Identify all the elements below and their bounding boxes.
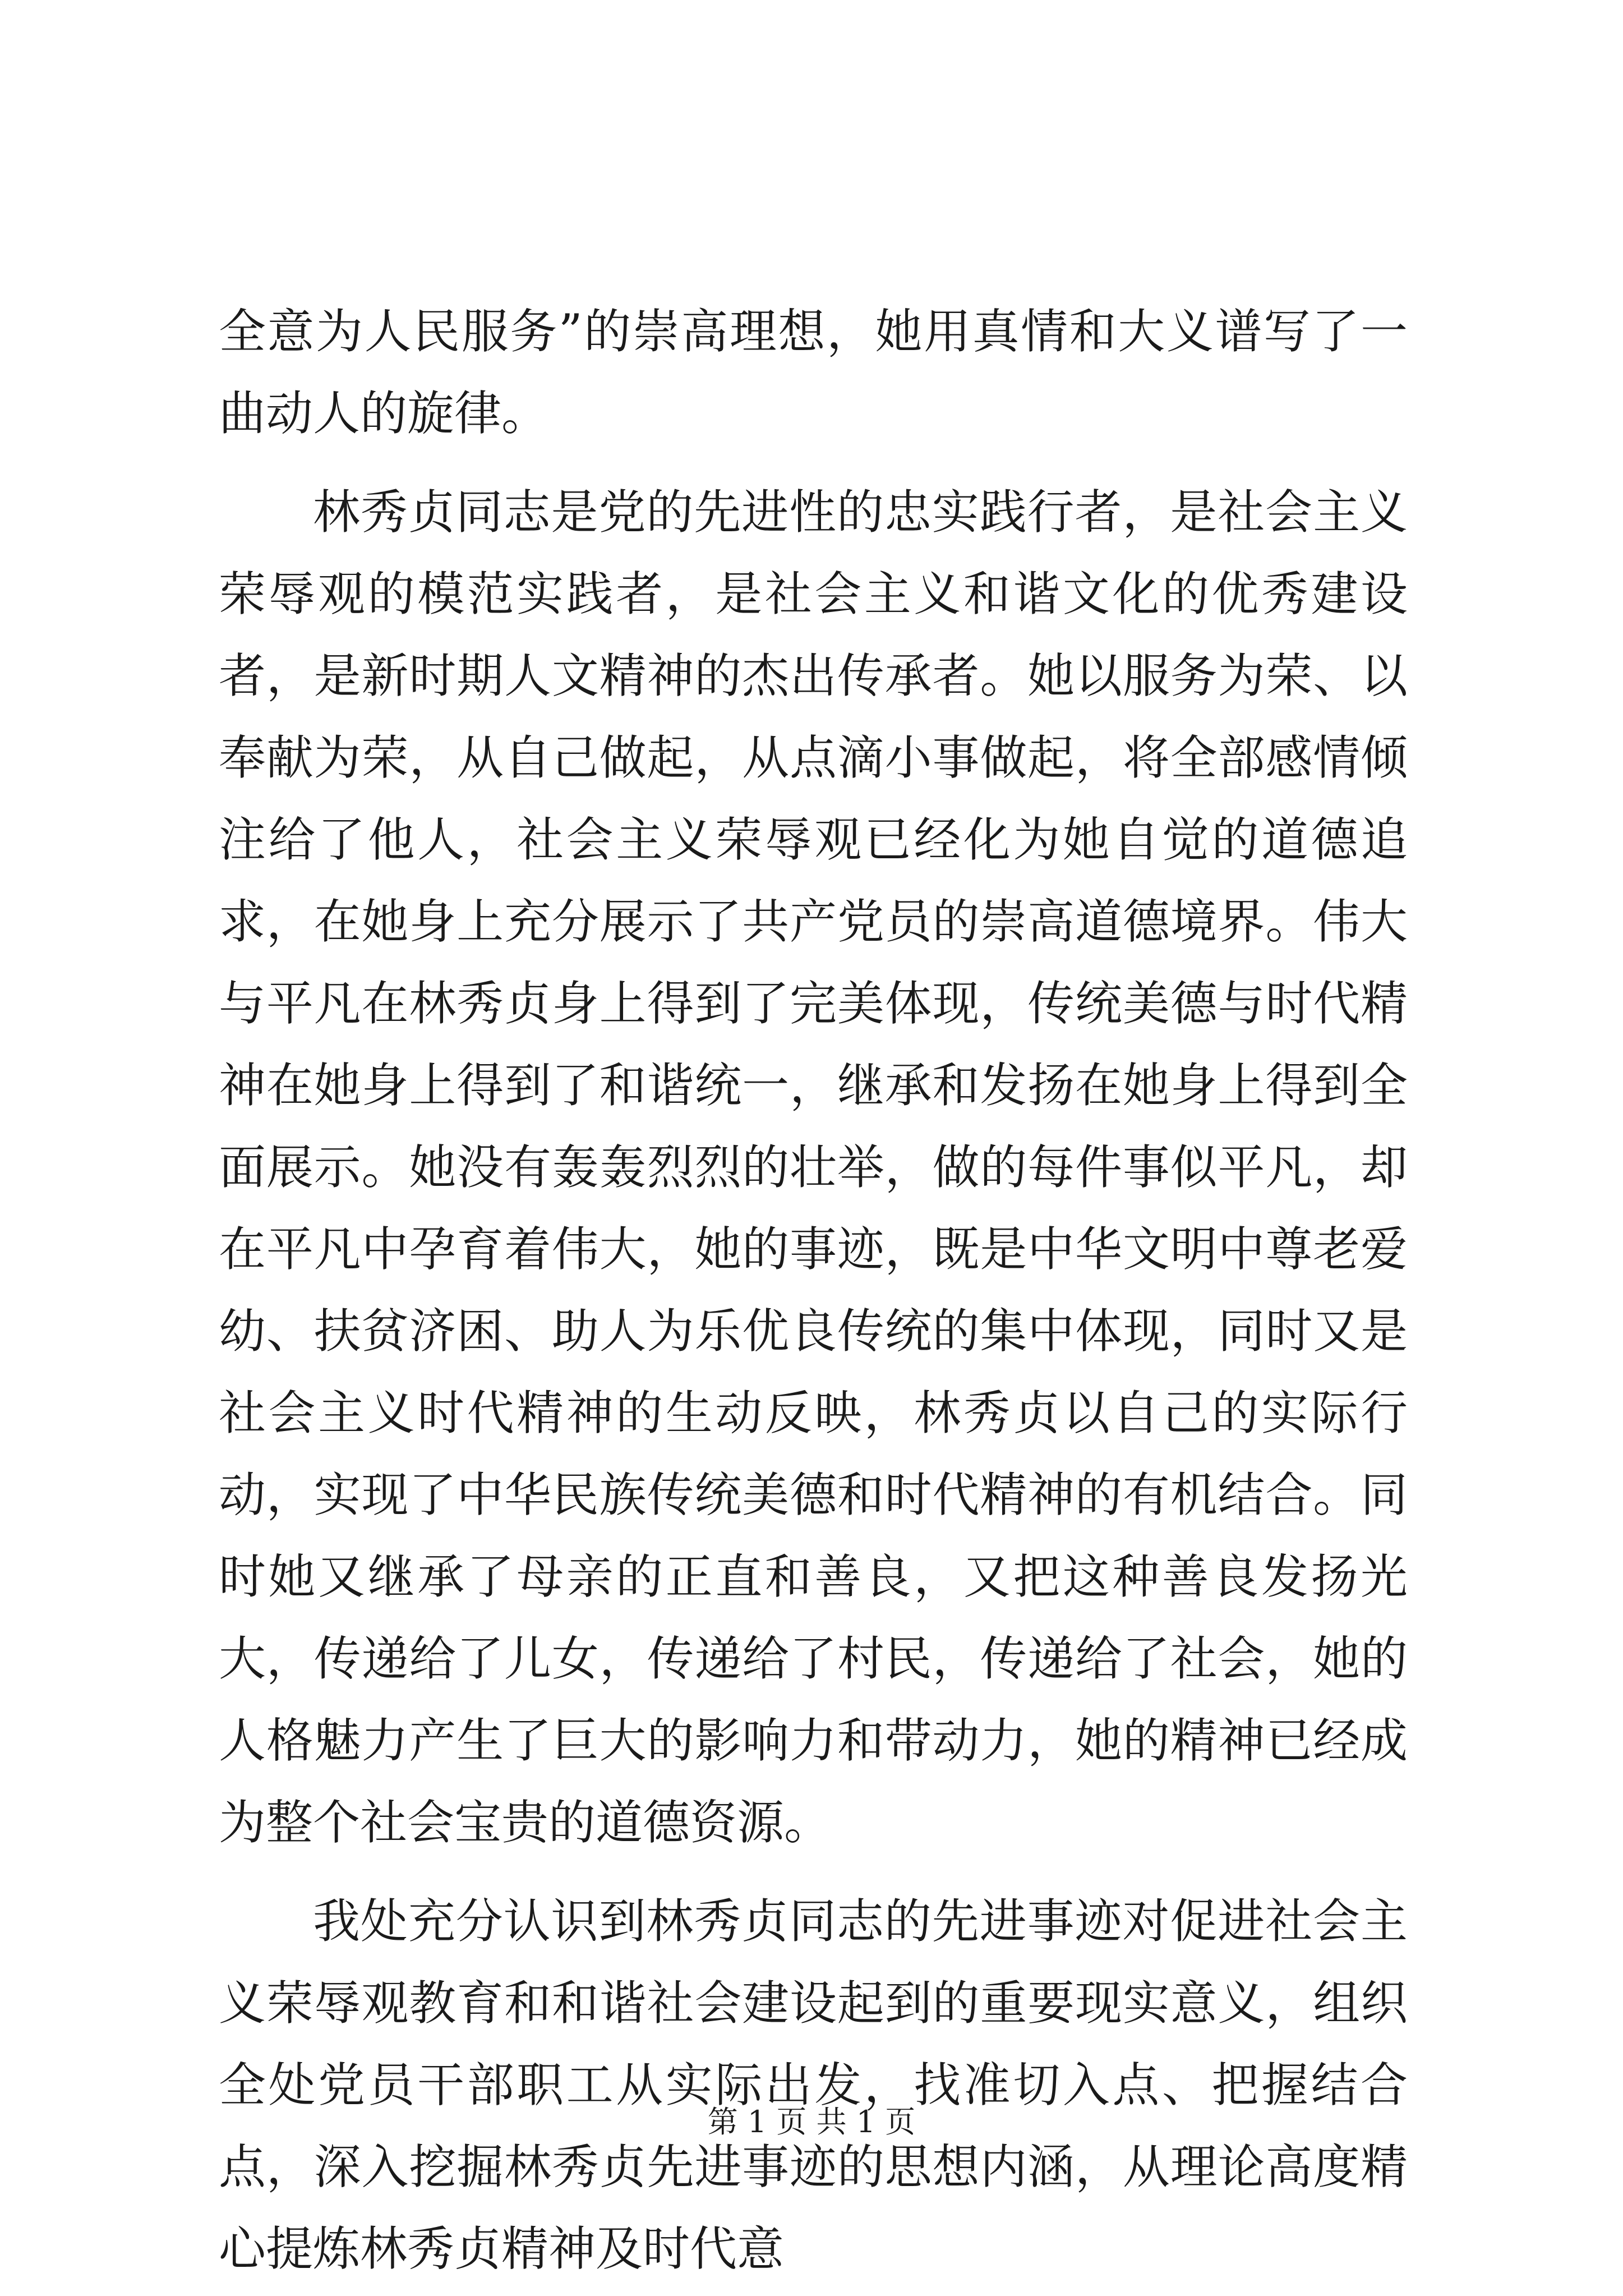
paragraph-lin-xiuzhen-spirit: 林秀贞同志是党的先进性的忠实践行者，是社会主义荣辱观的模范实践者，是社会主义和谐文化的优秀建设者，是新时期人文精神的杰出传承者。她以服务为荣、以奉献为荣，从自己做起，从点滴小事做起，将全部感情倾注给了他人，社会主义荣辱观已经化为她自觉的道德追求，在她身上充分展示了共产党员的崇高道德境界。伟大与平凡在林秀贞身上得到了完美体现，传统美德与时代精神在她身上得到了和谐统一，继承和发扬在她身上得到全面展示。她没有轰轰烈烈的壮举，做的每件事似平凡，却在平凡中孕育着伟大，她的事迹，既是中华文明中尊老爱幼、扶贫济困、助人为乐优良传统的集中体现，同时又是社会主义时代精神的生动反映，林秀贞以自己的实际行动，实现了中华民族传统美德和时代精神的有机结合。同时她又继承了母亲的正直和善良，又把这种善良发扬光大，传递给了儿女，传递给了村民，传递给了社会，她的人格魅力产生了巨大的影响力和带动力，她的精神已经成为整个社会宝贵的道德资源。 bbox=[219, 485, 1408, 1850]
paragraph-continuation: 全意为人民服务”的崇高理想，她用真情和大义谱写了一曲动人的旋律。 bbox=[219, 304, 1408, 441]
document-body bbox=[219, 291, 1408, 2290]
page-footer: 第 1 页 共 1 页 bbox=[707, 2104, 916, 2139]
paragraph-office-actions: 我处充分认识到林秀贞同志的先进事迹对促进社会主义荣辱观教育和和谐社会建设起到的重要现实意义，组织全处党员干部职工从实际出发，找准切入点、把握结合点，深入挖掘林秀贞先进事迹的思想内涵，从理论高度精心提炼林秀贞精神及时代意 bbox=[219, 1894, 1408, 2276]
